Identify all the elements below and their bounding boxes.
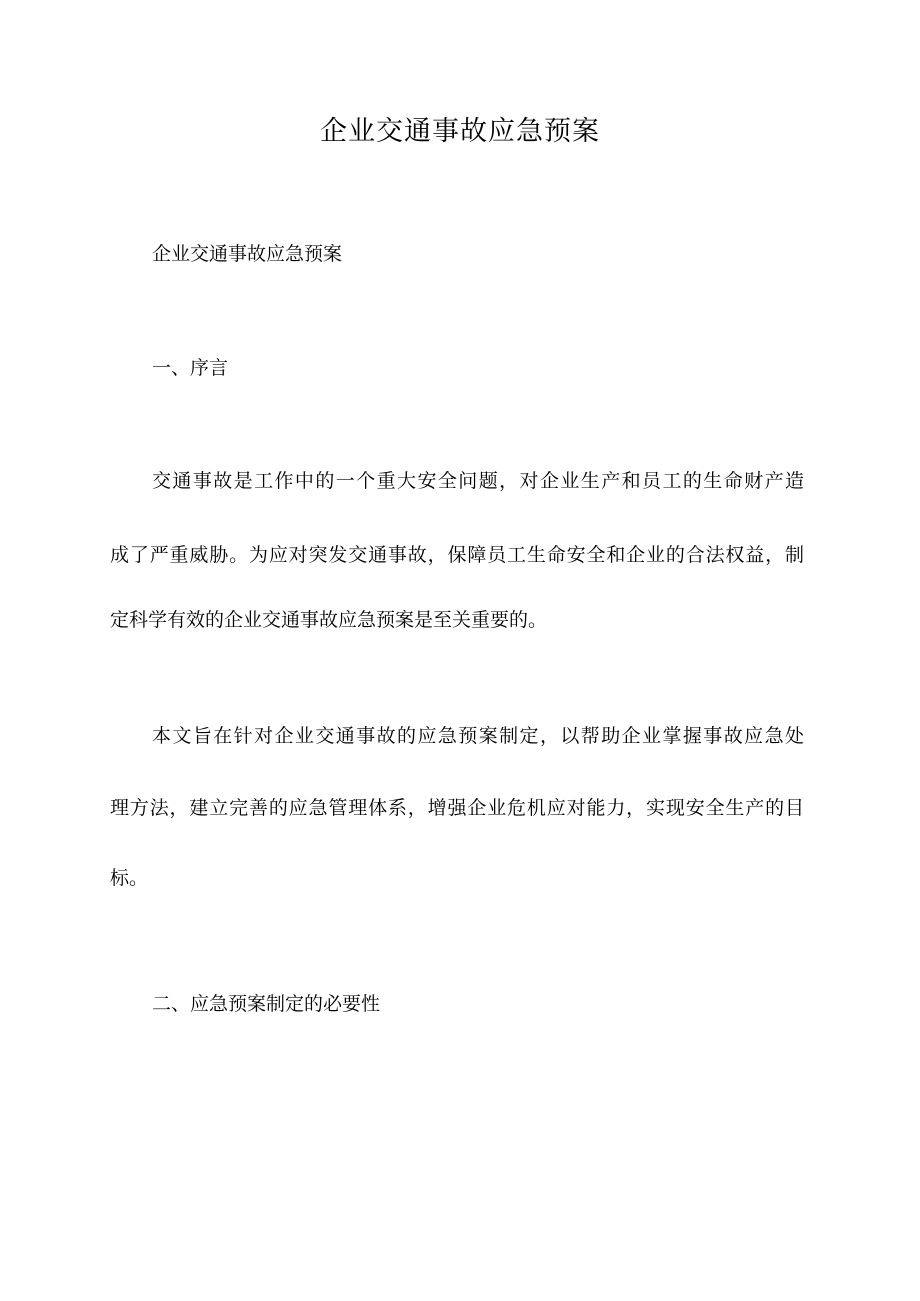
document-subtitle: 企业交通事故应急预案 [152, 243, 343, 265]
paragraph-1-line-1: 交通事故是工作中的一个重大安全问题，对企业生产和员工的生命财产造 [152, 470, 804, 492]
document-title: 企业交通事故应急预案 [320, 116, 600, 147]
paragraph-2-line-3: 标。 [110, 867, 149, 889]
paragraph-1-line-3: 定科学有效的企业交通事故应急预案是至关重要的。 [110, 609, 548, 631]
paragraph-1-line-2: 成了严重威胁。为应对突发交通事故，保障员工生命安全和企业的合法权益，制 [110, 544, 804, 566]
section-heading-preface: 一、序言 [152, 357, 229, 379]
paragraph-2-line-1: 本文旨在针对企业交通事故的应急预案制定，以帮助企业掌握事故应急处 [152, 725, 804, 747]
section-heading-necessity: 二、应急预案制定的必要性 [152, 993, 381, 1015]
paragraph-2-line-2: 理方法，建立完善的应急管理体系，增强企业危机应对能力，实现安全生产的目 [110, 797, 804, 819]
